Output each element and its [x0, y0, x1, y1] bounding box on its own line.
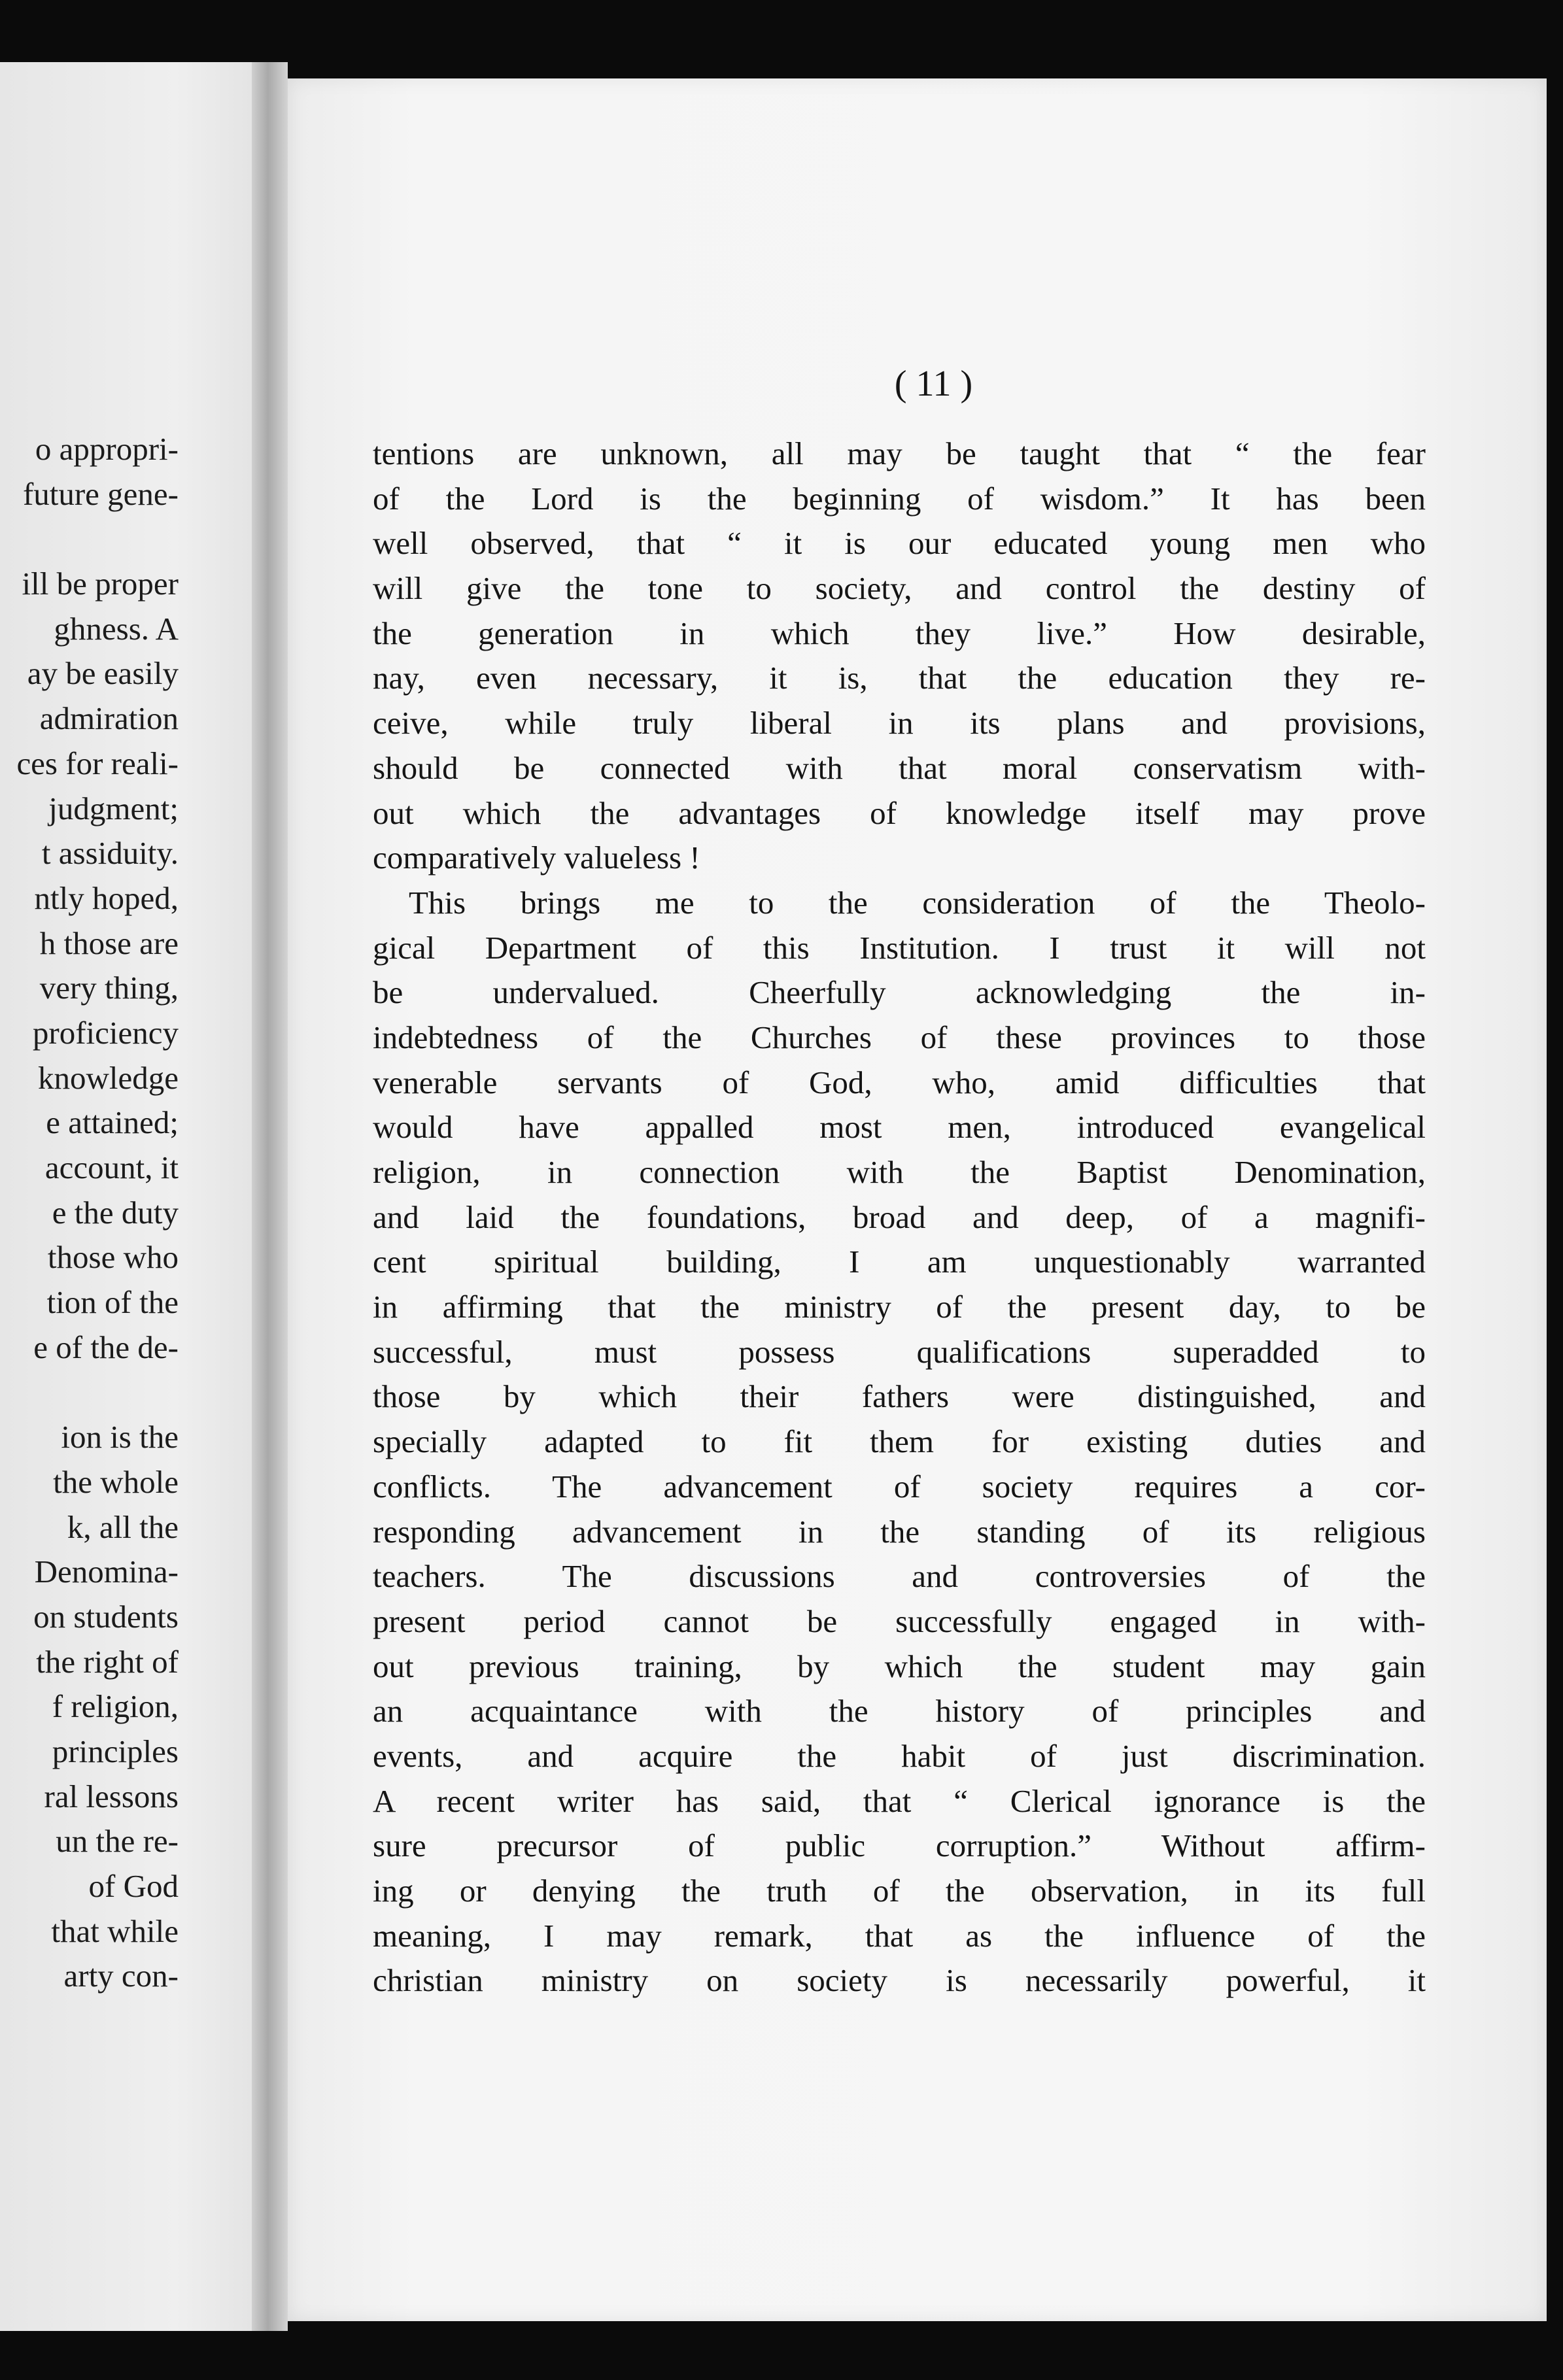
text-line: would have appalled most men, introduced evangelical: [373, 1109, 1426, 1146]
text-line: ceive, while truly liberal in its plans and provisions,: [373, 705, 1426, 741]
text-line: comparatively valueless !: [373, 840, 700, 876]
text-line: of the Lord is the beginning of wisdom.” It has been: [373, 480, 1426, 517]
previous-page-line: admiration: [39, 700, 179, 737]
previous-page-line: ay be easily: [27, 655, 179, 692]
previous-page-line: ion is the: [61, 1419, 179, 1455]
text-line: sure precursor of public corruption.” Without affirm-: [373, 1828, 1426, 1864]
previous-page-line: future gene-: [22, 475, 179, 512]
previous-page-line: those who: [47, 1239, 179, 1276]
previous-page-line: e the duty: [52, 1194, 179, 1231]
text-line: teachers. The discussions and controversies of the: [373, 1558, 1426, 1595]
text-line: in affirming that the ministry of the present day, to be: [373, 1289, 1426, 1325]
previous-page-line: f religion,: [52, 1688, 179, 1725]
previous-page-line: ral lessons: [44, 1778, 179, 1814]
text-line: should be connected with that moral conservatism with-: [373, 749, 1426, 786]
previous-page-line: knowledge: [38, 1059, 179, 1096]
paragraph: [373, 432, 1426, 881]
text-line: indebtedness of the Churches of these provinces to those: [373, 1019, 1426, 1055]
previous-page-line: h those are: [39, 925, 179, 961]
text-line: present period cannot be successfully engaged in with-: [373, 1603, 1426, 1639]
text-line: cent spiritual building, I am unquestionably warranted: [373, 1244, 1426, 1280]
previous-page: [0, 62, 252, 2331]
text-line: meaning, I may remark, that as the influence of the: [373, 1917, 1426, 1954]
text-line: out previous training, by which the student may gain: [373, 1648, 1426, 1684]
paragraph: [373, 881, 1426, 2003]
text-line: tentions are unknown, all may be taught that “ the fear: [373, 435, 1426, 471]
text-line: conflicts. The advancement of society requires a cor-: [373, 1468, 1426, 1504]
text-line: This brings me to the consideration of the Theolo-: [409, 884, 1426, 921]
book-gutter: [252, 62, 288, 2331]
text-line: successful, must possess qualifications superadded to: [373, 1333, 1426, 1370]
text-line: christian ministry on society is necessarily powerful, it: [373, 1962, 1426, 1999]
previous-page-text: [0, 427, 179, 1999]
previous-page-line: account, it: [44, 1149, 179, 1185]
previous-page-line: e of the de-: [33, 1329, 179, 1365]
previous-page-line: ghness. A: [54, 610, 179, 647]
text-line: and laid the foundations, broad and deep, of a magnifi-: [373, 1198, 1426, 1235]
text-line: events, and acquire the habit of just discrimination.: [373, 1737, 1426, 1774]
previous-page-line: t assiduity.: [41, 835, 179, 872]
previous-page-line: the right of: [36, 1643, 179, 1680]
line-gap: [0, 517, 179, 562]
previous-page-line: the whole: [53, 1463, 179, 1500]
text-line: the generation in which they live.” How desirable,: [373, 615, 1426, 651]
text-line: A recent writer has said, that “ Clerical ignorance is the: [373, 1782, 1426, 1819]
previous-page-line: arty con-: [63, 1958, 179, 1994]
page-number: ( 11 ): [894, 364, 973, 404]
previous-page-line: k, all the: [67, 1508, 179, 1545]
text-line: gical Department of this Institution. I trust it will not: [373, 929, 1426, 966]
previous-page-line: un the re-: [56, 1823, 179, 1860]
text-line: nay, even necessary, it is, that the education they re-: [373, 660, 1426, 696]
text-line: responding advancement in the standing of its religious: [373, 1513, 1426, 1550]
previous-page-line: principles: [52, 1733, 179, 1769]
previous-page-line: ces for reali-: [16, 745, 179, 781]
line-gap: [0, 1370, 179, 1415]
text-line: out which the advantages of knowledge itself may prove: [373, 794, 1426, 831]
previous-page-line: on students: [33, 1598, 179, 1635]
text-line: well observed, that “ it is our educated young men who: [373, 525, 1426, 562]
previous-page-line: tion of the: [46, 1284, 179, 1321]
previous-page-line: of God: [88, 1868, 179, 1904]
previous-page-line: proficiency: [32, 1014, 179, 1051]
text-line: an acquaintance with the history of principles and: [373, 1693, 1426, 1729]
text-line: ing or denying the truth of the observation, in its full: [373, 1873, 1426, 1909]
previous-page-line: ntly hoped,: [34, 879, 179, 916]
page-body-text: [373, 432, 1426, 2003]
previous-page-line: judgment;: [48, 790, 179, 826]
previous-page-line: that while: [51, 1912, 179, 1949]
text-line: be undervalued. Cheerfully acknowledging the in-: [373, 974, 1426, 1011]
text-line: venerable servants of God, who, amid difficulties that: [373, 1064, 1426, 1100]
previous-page-line: Denomina-: [34, 1554, 179, 1590]
text-line: those by which their fathers were distinguished, and: [373, 1378, 1426, 1415]
text-line: will give the tone to society, and control the destiny of: [373, 570, 1426, 607]
current-page: [288, 78, 1547, 2321]
previous-page-line: very thing,: [39, 970, 179, 1006]
text-line: specially adapted to fit them for existing duties and: [373, 1423, 1426, 1460]
previous-page-line: ill be proper: [22, 566, 179, 602]
previous-page-line: o appropri-: [35, 431, 179, 467]
text-line: religion, in connection with the Baptist Denomination,: [373, 1154, 1426, 1190]
previous-page-line: e attained;: [46, 1104, 179, 1141]
